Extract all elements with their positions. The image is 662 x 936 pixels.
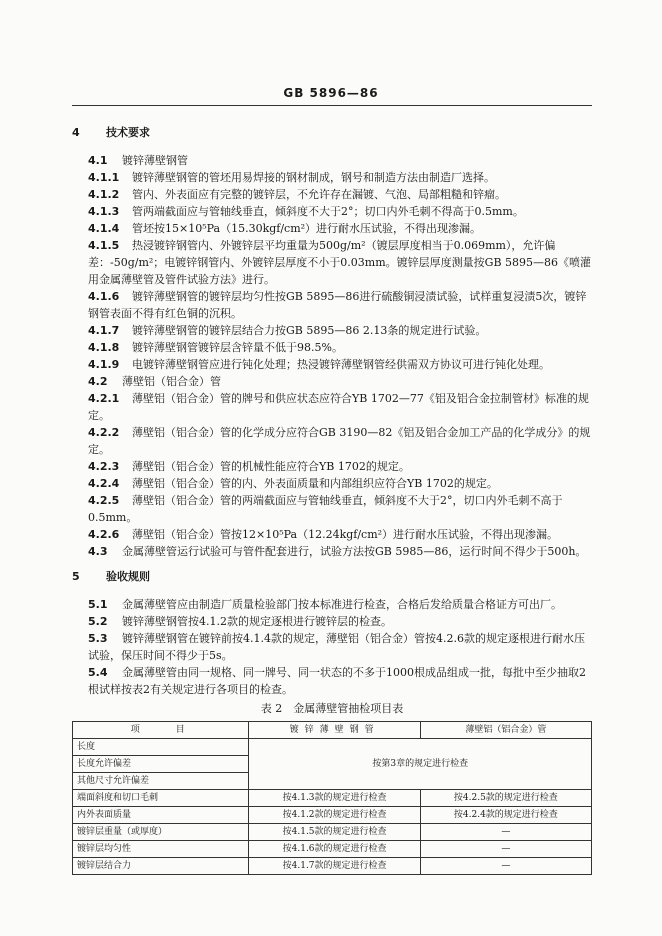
clause-text: 镀锌薄壁钢管的镀锌层结合力按GB 5895—86 2.13条的规定进行试验。	[132, 324, 487, 337]
inspection-table	[72, 721, 592, 875]
table-row	[73, 790, 592, 807]
clause	[72, 203, 592, 220]
clause-text: 薄壁铝（铝合金）管	[122, 375, 221, 388]
table-caption: 表 2 金属薄壁管抽检项目表	[260, 702, 404, 715]
clause-text: 薄壁铝（铝合金）管的机械性能应符合YB 1702的规定。	[132, 460, 410, 473]
clause-text: 金属薄壁管运行试验可与管件配套进行，试验方法按GB 5985—86，运行时间不得少于500h。	[122, 545, 587, 558]
clause-text: 薄壁铝（铝合金）管的两端截面应与管轴线垂直，倾斜度不大于2°，切口内外毛刺不高于0.5mm。	[88, 494, 563, 524]
table-row	[73, 739, 592, 756]
clause-text: 管坯按15×10⁵Pa（15.30kgf/cm²）进行耐水压试验，不得出现渗漏。	[132, 222, 482, 235]
sections-container	[72, 124, 592, 698]
clause-text: 镀锌薄壁钢管的镀锌层均匀性按GB 5895—86进行硫酸铜浸渍试验，试样重复浸渍5次，镀锌钢管表面不得有红色铜的沉积。	[88, 290, 587, 320]
clause	[72, 458, 592, 475]
header-item: 项 目	[73, 722, 249, 739]
table-cell-item: 镀锌层重量（或厚度）	[73, 824, 249, 841]
table-cell-item: 镀锌层结合力	[73, 858, 249, 875]
table-cell-merged-note: 按第3章的规定进行检查	[249, 739, 592, 790]
clause-number: 4.2.4	[88, 477, 120, 490]
clause-text: 镀锌薄壁钢管镀锌层含锌量不低于98.5%。	[132, 341, 343, 354]
clause	[72, 169, 592, 186]
clause-number: 5.2	[88, 615, 108, 628]
table-cell-steel: 按4.1.7款的规定进行检查	[249, 858, 420, 875]
clause	[72, 288, 592, 322]
table-row	[73, 824, 592, 841]
clause-number: 4.1.4	[88, 222, 120, 235]
clause-number: 4.2.3	[88, 460, 120, 473]
table-cell-alu: —	[420, 824, 591, 841]
clause-text: 薄壁铝（铝合金）管按12×10⁵Pa（12.24kgf/cm²）进行耐水压试验，不得出现渗漏。	[132, 528, 559, 541]
subsection	[72, 596, 592, 613]
clause-text: 热浸镀锌钢管内、外镀锌层平均重量为500g/m²（镀层厚度相当于0.069mm），允许偏差：-50g/m²；电镀锌钢管内、外镀锌层厚度不小于0.03mm。镀锌层厚度测量按GB 5895—86《喷灌用金属薄壁管及管件试验方法》进行。	[88, 239, 592, 286]
clause-number: 4.2	[88, 375, 108, 388]
clause-text: 技术要求	[106, 126, 150, 139]
clause-text: 镀锌薄壁钢管的管坯用易焊接的钢材制成，钢号和制造方法由制造厂选择。	[132, 171, 495, 184]
clause-number: 4.2.6	[88, 528, 120, 541]
subsection	[72, 664, 592, 698]
clause-text: 管两端截面应与管轴线垂直，倾斜度不大于2°；切口内外毛刺不得高于0.5mm。	[132, 205, 524, 218]
clause-text: 薄壁铝（铝合金）管的牌号和供应状态应符合YB 1702—77《铝及铝合金拉制管材》标准的规定。	[88, 392, 589, 422]
clause	[72, 186, 592, 203]
clause-text: 薄壁铝（铝合金）管的内、外表面质量和内部组织应符合YB 1702的规定。	[132, 477, 498, 490]
table-cell-steel: 按4.1.2款的规定进行检查	[249, 807, 420, 824]
section-heading	[72, 124, 592, 141]
table-cell-item: 镀锌层均匀性	[73, 841, 249, 858]
clause-number: 5.1	[88, 598, 108, 611]
table-header-row	[73, 722, 592, 739]
table-row	[73, 858, 592, 875]
clause-text: 镀锌薄壁钢管在镀锌前按4.1.4款的规定，薄壁铝（铝合金）管按4.2.6款的规定逐根进行耐水压试验，保压时间不得少于5s。	[88, 632, 585, 662]
table-row	[73, 807, 592, 824]
clause	[72, 237, 592, 288]
clause	[72, 356, 592, 373]
clause-text: 金属薄壁管应由制造厂质量检验部门按本标准进行检查，合格后发给质量合格证方可出厂。	[122, 598, 562, 611]
clause-number: 4.1.6	[88, 290, 120, 303]
clause-number: 4.1.8	[88, 341, 120, 354]
standard-code: GB 5896—86	[283, 86, 379, 100]
clause-number: 4.2.5	[88, 494, 120, 507]
clause-text: 镀锌薄壁钢管按4.1.2款的规定逐根进行镀锌层的检查。	[122, 615, 392, 628]
clause-number: 4.2.2	[88, 426, 120, 439]
table-cell-steel: 按4.1.5款的规定进行检查	[249, 824, 420, 841]
clause-number: 4.1.9	[88, 358, 120, 371]
clause-text: 电镀锌薄壁钢管应进行钝化处理；热浸镀锌薄壁钢管经供需双方协议可进行钝化处理。	[132, 358, 550, 371]
table-cell-steel: 按4.1.3款的规定进行检查	[249, 790, 420, 807]
table-cell-alu: —	[420, 841, 591, 858]
table-cell-item: 内外表面质量	[73, 807, 249, 824]
header-alu: 薄壁铝（铝合金）管	[420, 722, 591, 739]
subsection	[72, 613, 592, 630]
subsection	[72, 630, 592, 664]
table-cell-item: 其他尺寸允许偏差	[73, 773, 249, 790]
clause	[72, 492, 592, 526]
clause-text: 薄壁铝（铝合金）管的化学成分应符合GB 3190—82《铝及铝合金加工产品的化学成分》的规定。	[88, 426, 591, 456]
table-cell-item: 长度	[73, 739, 249, 756]
clause-number: 4.3	[88, 545, 108, 558]
clause-number: 5.3	[88, 632, 108, 645]
clause-number: 4.1	[88, 154, 108, 167]
clause-number: 4.1.5	[88, 239, 120, 252]
table-cell-alu: —	[420, 858, 591, 875]
clause-number: 4.1.2	[88, 188, 120, 201]
subsection	[72, 152, 592, 169]
clause	[72, 322, 592, 339]
clause-text: 镀锌薄壁钢管	[122, 154, 188, 167]
header-rule	[72, 105, 592, 106]
clause-number: 4.1.1	[88, 171, 120, 184]
clause-number: 4.1.3	[88, 205, 120, 218]
clause-number: 4	[72, 126, 80, 139]
table-cell-steel: 按4.1.6款的规定进行检查	[249, 841, 420, 858]
clause-text: 验收规则	[106, 570, 150, 583]
document-body	[72, 124, 592, 875]
clause-text: 金属薄壁管由同一规格、同一牌号、同一状态的不多于1000根成品组成一批，每批中至少抽取2根试样按表2有关规定进行各项目的检查。	[88, 666, 586, 696]
clause	[72, 424, 592, 458]
subsection	[72, 373, 592, 390]
clause	[72, 339, 592, 356]
section-heading	[72, 568, 592, 585]
clause	[72, 475, 592, 492]
clause	[72, 526, 592, 543]
table-cell-item: 长度允许偏差	[73, 756, 249, 773]
clause-number: 4.2.1	[88, 392, 120, 405]
clause	[72, 220, 592, 237]
header-steel: 镀锌薄壁钢管	[249, 722, 420, 739]
table-cell-alu: 按4.2.4款的规定进行检查	[420, 807, 591, 824]
table-row	[73, 841, 592, 858]
clause-number: 4.1.7	[88, 324, 120, 337]
table-cell-alu: 按4.2.5款的规定进行检查	[420, 790, 591, 807]
subsection	[72, 543, 592, 560]
clause-number: 5.4	[88, 666, 108, 679]
table-cell-item: 端面斜度和切口毛刺	[73, 790, 249, 807]
clause-number: 5	[72, 570, 80, 583]
clause	[72, 390, 592, 424]
clause-text: 管内、外表面应有完整的镀锌层，不允许存在漏镀、气泡、局部粗糙和锌瘤。	[132, 188, 506, 201]
